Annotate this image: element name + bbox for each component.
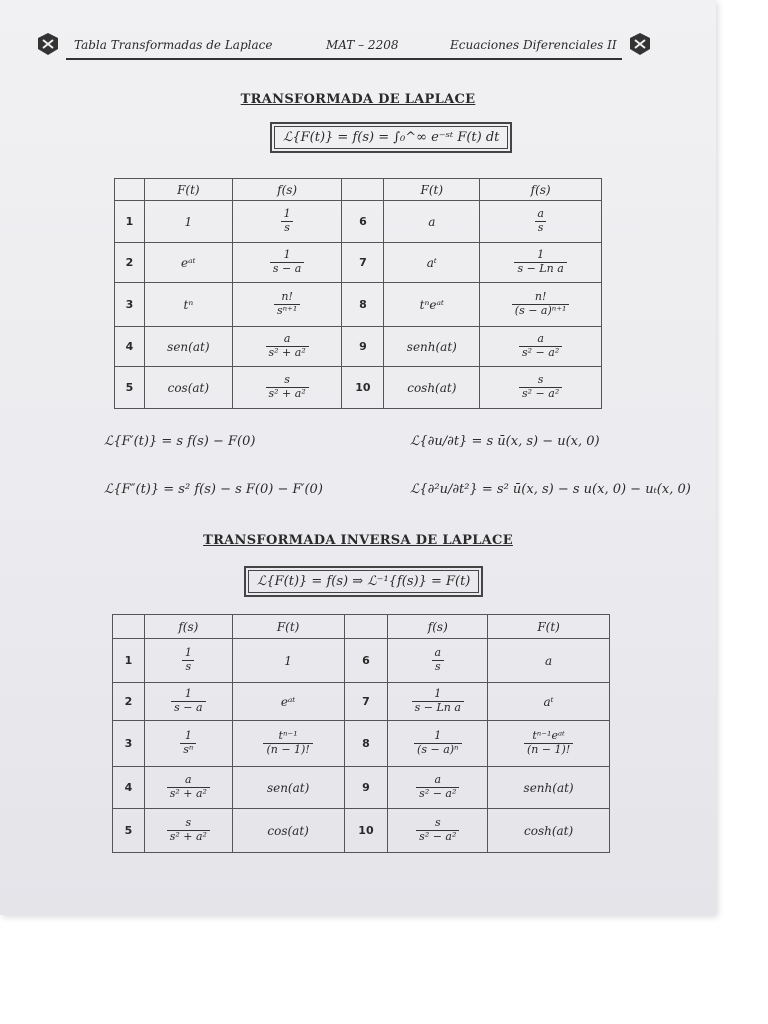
table-row	[115, 201, 602, 243]
section-title-inverse-laplace: TRANSFORMADA INVERSA DE LAPLACE	[203, 533, 513, 548]
function-cell: sen(at)	[144, 327, 232, 367]
row-number: 1	[113, 639, 145, 683]
column-header	[342, 179, 384, 201]
function-cell: $\frac{\text{tⁿ⁻¹eᵃᵗ}}{(n - 1)!}$	[488, 721, 610, 767]
inverse-definition: ℒ{F(t)} = f(s) ⇒ ℒ⁻¹{f(s)} = F(t)	[248, 570, 479, 593]
row-number: 6	[344, 639, 388, 683]
transform-cell: $\frac{a}{s}$	[480, 201, 602, 243]
function-cell: cos(at)	[144, 367, 232, 409]
row-number: 5	[115, 367, 145, 409]
university-seal-icon	[36, 32, 60, 56]
laplace-definition: ℒ{F(t)} = f(s) = ∫₀^∞ e⁻ˢᵗ F(t) dt	[274, 126, 508, 149]
column-header: F(t)	[144, 179, 232, 201]
transform-cell: $\frac{a}{\text{s² + a²}}$	[144, 767, 232, 809]
column-header	[344, 615, 388, 639]
transform-cell: $\frac{s}{\text{s² + a²}}$	[144, 809, 232, 853]
row-number: 3	[113, 721, 145, 767]
header-subject: Ecuaciones Diferenciales II	[450, 38, 617, 52]
university-seal-icon	[628, 32, 652, 56]
table-header-row	[115, 179, 602, 201]
function-cell: tⁿ	[144, 283, 232, 327]
table-row	[115, 327, 602, 367]
function-cell: cosh(at)	[384, 367, 480, 409]
transform-cell: $\frac{1}{\text{s − Ln a}}$	[480, 243, 602, 283]
property-second-derivative: ℒ{F″(t)} = s² f(s) − s F(0) − F′(0)	[104, 482, 323, 497]
table-row	[113, 767, 610, 809]
inverse-laplace-table	[112, 614, 610, 853]
function-cell: $\frac{\text{tⁿ⁻¹}}{(n - 1)!}$	[232, 721, 344, 767]
page-header	[36, 30, 652, 62]
transform-cell: $\frac{1}{\text{(s − a)ⁿ}}$	[388, 721, 488, 767]
transform-cell: $\frac{s}{\text{s² − a²}}$	[480, 367, 602, 409]
column-header: F(t)	[232, 615, 344, 639]
table-row	[113, 683, 610, 721]
transform-cell: $\frac{a}{\text{s² − a²}}$	[388, 767, 488, 809]
header-rule	[66, 58, 622, 60]
column-header	[115, 179, 145, 201]
row-number: 2	[113, 683, 145, 721]
property-partial-second: ℒ{∂²u/∂t²} = s² ū(x, s) − s u(x, 0) − uₜ(x, 0)	[410, 482, 691, 497]
row-number: 9	[342, 327, 384, 367]
function-cell: tⁿeᵃᵗ	[384, 283, 480, 327]
column-header: F(t)	[488, 615, 610, 639]
transform-cell: $\frac{1}{\text{sⁿ}}$	[144, 721, 232, 767]
function-cell: a	[384, 201, 480, 243]
column-header: F(t)	[384, 179, 480, 201]
column-header: f(s)	[480, 179, 602, 201]
transform-cell: $\frac{s}{\text{s² + a²}}$	[232, 367, 342, 409]
transform-cell: $\frac{a}{\text{s² − a²}}$	[480, 327, 602, 367]
table-row	[113, 639, 610, 683]
function-cell: sen(at)	[232, 767, 344, 809]
transform-cell: $\frac{1}{\text{s − Ln a}}$	[388, 683, 488, 721]
transform-cell: $\frac{s}{\text{s² − a²}}$	[388, 809, 488, 853]
row-number: 1	[115, 201, 145, 243]
row-number: 6	[342, 201, 384, 243]
transform-cell: $\frac{1}{s - a}$	[232, 243, 342, 283]
function-cell: eᵃᵗ	[232, 683, 344, 721]
column-header: f(s)	[144, 615, 232, 639]
row-number: 10	[344, 809, 388, 853]
table-header-row	[113, 615, 610, 639]
function-cell: 1	[144, 201, 232, 243]
table-row	[113, 809, 610, 853]
row-number: 7	[344, 683, 388, 721]
function-cell: senh(at)	[488, 767, 610, 809]
function-cell: aᵗ	[488, 683, 610, 721]
transform-cell: $\frac{1}{s}$	[144, 639, 232, 683]
row-number: 9	[344, 767, 388, 809]
function-cell: a	[488, 639, 610, 683]
function-cell: senh(at)	[384, 327, 480, 367]
column-header: f(s)	[232, 179, 342, 201]
row-number: 2	[115, 243, 145, 283]
row-number: 3	[115, 283, 145, 327]
laplace-definition-box	[270, 122, 512, 153]
property-partial-first: ℒ{∂u/∂t} = s ū(x, s) − u(x, 0)	[410, 434, 600, 449]
section-title-laplace: TRANSFORMADA DE LAPLACE	[240, 92, 476, 107]
inverse-definition-box	[244, 566, 483, 597]
table-row	[115, 283, 602, 327]
header-course-code: MAT – 2208	[326, 38, 399, 52]
column-header	[113, 615, 145, 639]
table-row	[115, 243, 602, 283]
property-first-derivative: ℒ{F′(t)} = s f(s) − F(0)	[104, 434, 256, 449]
header-course-title: Tabla Transformadas de Laplace	[74, 38, 273, 52]
table-row	[115, 367, 602, 409]
row-number: 10	[342, 367, 384, 409]
transform-cell: $\frac{a}{\text{s² + a²}}$	[232, 327, 342, 367]
function-cell: cos(at)	[232, 809, 344, 853]
row-number: 8	[344, 721, 388, 767]
function-cell: 1	[232, 639, 344, 683]
row-number: 5	[113, 809, 145, 853]
function-cell: cosh(at)	[488, 809, 610, 853]
row-number: 4	[115, 327, 145, 367]
row-number: 4	[113, 767, 145, 809]
function-cell: aᵗ	[384, 243, 480, 283]
transform-cell: $\frac{1}{s - a}$	[144, 683, 232, 721]
row-number: 8	[342, 283, 384, 327]
transform-cell: $\frac{1}{s}$	[232, 201, 342, 243]
transform-cell: $\frac{a}{s}$	[388, 639, 488, 683]
transform-cell: $\frac{n!}{\text{sⁿ⁺¹}}$	[232, 283, 342, 327]
table-row	[113, 721, 610, 767]
laplace-table	[114, 178, 602, 409]
column-header: f(s)	[388, 615, 488, 639]
row-number: 7	[342, 243, 384, 283]
function-cell: eᵃᵗ	[144, 243, 232, 283]
transform-cell: $\frac{n!}{\text{(s − a)ⁿ⁺¹}}$	[480, 283, 602, 327]
